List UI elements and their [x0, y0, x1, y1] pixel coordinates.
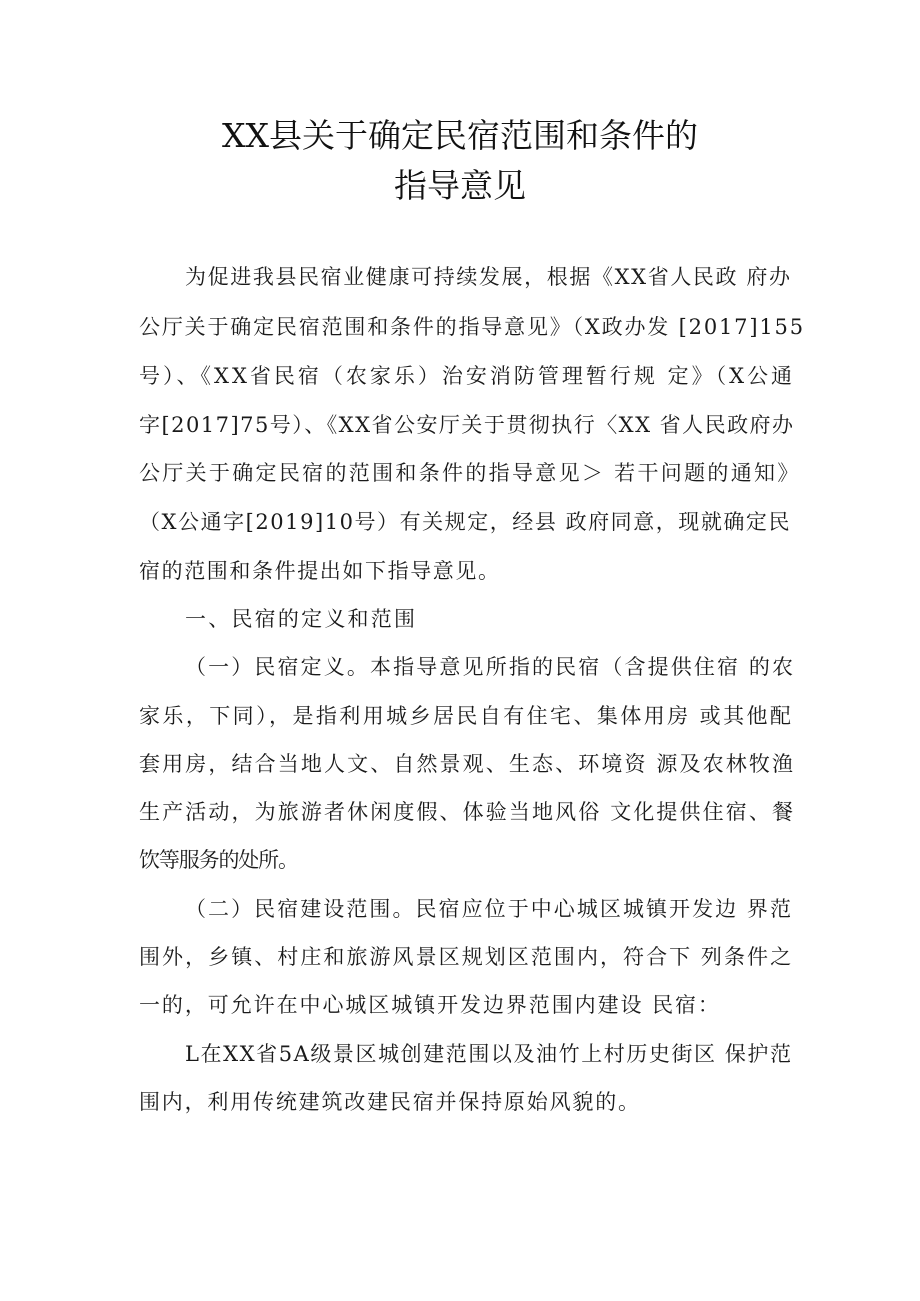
- paragraph-4-line-1: L在XX省5A级景区城创建范围以及油竹上村历史街区 保护范: [185, 1042, 793, 1066]
- paragraph-2-line-5: 饮等服务的处所。: [139, 848, 298, 872]
- paragraph-1-line-5: 公厅关于确定民宿的范围和条件的指导意见＞ 若干问题的通知》: [139, 461, 801, 485]
- section-heading-1: 一、民宿的定义和范围: [185, 607, 418, 631]
- paragraph-3-line-2: 围外，乡镇、村庄和旅游风景区规划区范围内，符合下 列条件之: [139, 945, 794, 969]
- paragraph-1-line-3: 号）、《XX省民宿（农家乐）治安消防管理暂行规 定》（X公通: [139, 364, 796, 388]
- document-title-line-2: 指导意见: [394, 166, 526, 205]
- paragraph-1-line-2: 公厅关于确定民宿范围和条件的指导意见》（X政办发 [2017]155: [139, 315, 805, 339]
- paragraph-3-line-3: 一的，可允许在中心城区城镇开发边界范围内建设 民宿：: [139, 993, 721, 1017]
- paragraph-1-line-1: 为促进我县民宿业健康可持续发展，根据《XX省人民政 府办: [185, 265, 792, 289]
- paragraph-1-line-7: 宿的范围和条件提出如下指导意见。: [139, 559, 501, 583]
- paragraph-2-line-3: 套用房，结合当地人文、自然景观、生态、环境资 源及农林牧渔: [139, 752, 796, 776]
- paragraph-2-line-1: （一）民宿定义。本指导意见所指的民宿（含提供住宿 的农: [185, 655, 796, 679]
- document-title-line-1: XX县关于确定民宿范围和条件的: [222, 116, 698, 155]
- paragraph-2-line-4: 生产活动，为旅游者休闲度假、体验当地风俗 文化提供住宿、餐: [139, 800, 796, 824]
- paragraph-1-line-6: （X公通字[2019]10号）有关规定，经县 政府同意，现就确定民: [139, 510, 791, 534]
- paragraph-2-line-2: 家乐，下同），是指利用城乡居民自有住宅、集体用房 或其他配: [139, 704, 794, 728]
- paragraph-1-line-4: 字[2017]75号）、《XX省公安厅关于贯彻执行〈XX 省人民政府办: [139, 413, 795, 437]
- paragraph-3-line-1: （二）民宿建设范围。民宿应位于中心城区城镇开发边 界范: [185, 897, 794, 921]
- paragraph-4-line-2: 围内，利用传统建筑改建民宿并保持原始风貌的。: [139, 1090, 641, 1114]
